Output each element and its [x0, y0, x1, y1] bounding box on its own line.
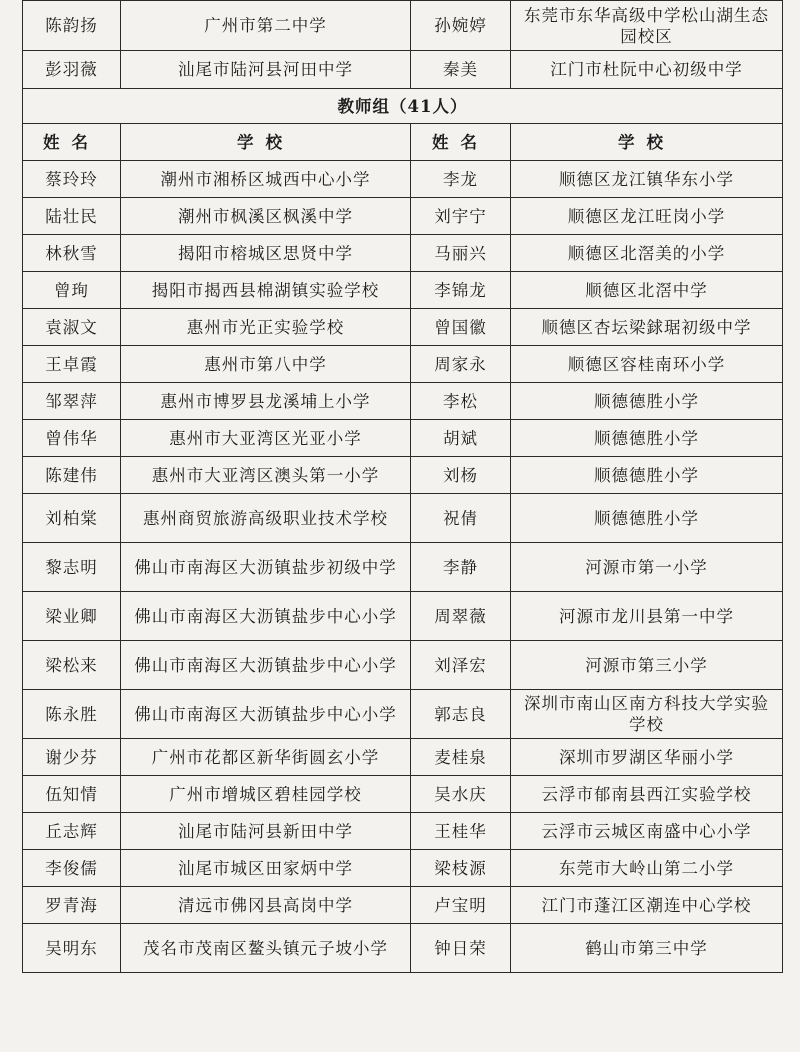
name-cell: 陈永胜 — [23, 690, 121, 739]
name-cell: 周翠薇 — [411, 592, 511, 641]
name-cell: 王桂华 — [411, 813, 511, 850]
name-cell: 陈韵扬 — [23, 1, 121, 51]
name-cell: 刘杨 — [411, 457, 511, 494]
name-cell: 伍知情 — [23, 776, 121, 813]
school-cell: 惠州市光正实验学校 — [121, 309, 411, 346]
school-cell: 顺德区杏坛梁銶琚初级中学 — [511, 309, 783, 346]
name-cell: 麦桂泉 — [411, 739, 511, 776]
table-row — [23, 641, 783, 690]
table-row — [23, 850, 783, 887]
table-row — [23, 739, 783, 776]
table-row — [23, 383, 783, 420]
name-cell: 郭志良 — [411, 690, 511, 739]
name-cell: 祝倩 — [411, 494, 511, 543]
name-cell: 卢宝明 — [411, 887, 511, 924]
name-cell: 李松 — [411, 383, 511, 420]
school-cell: 惠州市大亚湾区光亚小学 — [121, 420, 411, 457]
school-cell: 广州市花都区新华街圆玄小学 — [121, 739, 411, 776]
school-cell: 顺德区北滘美的小学 — [511, 235, 783, 272]
school-cell: 东莞市东华高级中学松山湖生态园校区 — [511, 1, 783, 51]
name-cell: 王卓霞 — [23, 346, 121, 383]
school-cell: 潮州市枫溪区枫溪中学 — [121, 198, 411, 235]
school-cell: 顺德区龙江镇华东小学 — [511, 161, 783, 198]
table-row — [23, 420, 783, 457]
school-cell: 汕尾市陆河县河田中学 — [121, 51, 411, 89]
school-cell: 惠州市大亚湾区澳头第一小学 — [121, 457, 411, 494]
group-title-row — [23, 89, 783, 124]
table-row — [23, 813, 783, 850]
roster-body — [23, 1, 783, 973]
name-cell: 陈建伟 — [23, 457, 121, 494]
school-cell: 广州市增城区碧桂园学校 — [121, 776, 411, 813]
table-row — [23, 1, 783, 51]
table-row — [23, 690, 783, 739]
table-row — [23, 543, 783, 592]
column-header-name: 姓名 — [411, 124, 511, 161]
name-cell: 陆壮民 — [23, 198, 121, 235]
school-cell: 惠州市博罗县龙溪埔上小学 — [121, 383, 411, 420]
name-cell: 李锦龙 — [411, 272, 511, 309]
school-cell: 东莞市大岭山第二小学 — [511, 850, 783, 887]
name-cell: 林秋雪 — [23, 235, 121, 272]
school-cell: 深圳市南山区南方科技大学实验学校 — [511, 690, 783, 739]
name-cell: 梁松来 — [23, 641, 121, 690]
school-cell: 佛山市南海区大沥镇盐步中心小学 — [121, 641, 411, 690]
school-cell: 河源市第一小学 — [511, 543, 783, 592]
table-row — [23, 457, 783, 494]
table-row — [23, 887, 783, 924]
school-cell: 深圳市罗湖区华丽小学 — [511, 739, 783, 776]
school-cell: 江门市蓬江区潮连中心学校 — [511, 887, 783, 924]
school-cell: 顺德德胜小学 — [511, 383, 783, 420]
table-row — [23, 346, 783, 383]
name-cell: 谢少芬 — [23, 739, 121, 776]
table-row — [23, 272, 783, 309]
name-cell: 袁淑文 — [23, 309, 121, 346]
table-row — [23, 494, 783, 543]
school-cell: 潮州市湘桥区城西中心小学 — [121, 161, 411, 198]
table-row — [23, 592, 783, 641]
name-cell: 邹翠萍 — [23, 383, 121, 420]
school-cell: 清远市佛冈县高岗中学 — [121, 887, 411, 924]
name-cell: 李静 — [411, 543, 511, 592]
school-cell: 顺德德胜小学 — [511, 420, 783, 457]
name-cell: 胡斌 — [411, 420, 511, 457]
name-cell: 丘志辉 — [23, 813, 121, 850]
name-cell: 曾珣 — [23, 272, 121, 309]
school-cell: 顺德德胜小学 — [511, 494, 783, 543]
name-cell: 孙婉婷 — [411, 1, 511, 51]
school-cell: 顺德区北滘中学 — [511, 272, 783, 309]
column-header-name: 姓名 — [23, 124, 121, 161]
name-cell: 罗青海 — [23, 887, 121, 924]
school-cell: 顺德德胜小学 — [511, 457, 783, 494]
school-cell: 鹤山市第三中学 — [511, 924, 783, 973]
school-cell: 顺德区龙江旺岗小学 — [511, 198, 783, 235]
name-cell: 李俊儒 — [23, 850, 121, 887]
name-cell: 梁业卿 — [23, 592, 121, 641]
school-cell: 广州市第二中学 — [121, 1, 411, 51]
name-cell: 李龙 — [411, 161, 511, 198]
school-cell: 汕尾市陆河县新田中学 — [121, 813, 411, 850]
table-row — [23, 924, 783, 973]
school-cell: 茂名市茂南区鳌头镇元子坡小学 — [121, 924, 411, 973]
school-cell: 佛山市南海区大沥镇盐步中心小学 — [121, 592, 411, 641]
name-cell: 秦美 — [411, 51, 511, 89]
roster-table — [22, 0, 783, 973]
name-cell: 彭羽薇 — [23, 51, 121, 89]
name-cell: 钟日荣 — [411, 924, 511, 973]
table-row — [23, 51, 783, 89]
table-row — [23, 776, 783, 813]
school-cell: 云浮市云城区南盛中心小学 — [511, 813, 783, 850]
school-cell: 揭阳市榕城区思贤中学 — [121, 235, 411, 272]
column-header-school: 学校 — [121, 124, 411, 161]
school-cell: 江门市杜阮中心初级中学 — [511, 51, 783, 89]
school-cell: 河源市龙川县第一中学 — [511, 592, 783, 641]
name-cell: 梁枝源 — [411, 850, 511, 887]
name-cell: 刘泽宏 — [411, 641, 511, 690]
school-cell: 汕尾市城区田家炳中学 — [121, 850, 411, 887]
name-cell: 蔡玲玲 — [23, 161, 121, 198]
school-cell: 顺德区容桂南环小学 — [511, 346, 783, 383]
name-cell: 刘柏棠 — [23, 494, 121, 543]
name-cell: 曾国徽 — [411, 309, 511, 346]
name-cell: 周家永 — [411, 346, 511, 383]
school-cell: 佛山市南海区大沥镇盐步中心小学 — [121, 690, 411, 739]
name-cell: 吴明东 — [23, 924, 121, 973]
school-cell: 惠州市第八中学 — [121, 346, 411, 383]
school-cell: 云浮市郁南县西江实验学校 — [511, 776, 783, 813]
school-cell: 河源市第三小学 — [511, 641, 783, 690]
name-cell: 吴水庆 — [411, 776, 511, 813]
name-cell: 曾伟华 — [23, 420, 121, 457]
group-title: 教师组（41人） — [23, 89, 783, 124]
name-cell: 黎志明 — [23, 543, 121, 592]
name-cell: 马丽兴 — [411, 235, 511, 272]
school-cell: 揭阳市揭西县棉湖镇实验学校 — [121, 272, 411, 309]
school-cell: 惠州商贸旅游高级职业技术学校 — [121, 494, 411, 543]
column-header-school: 学校 — [511, 124, 783, 161]
table-row — [23, 198, 783, 235]
table-row — [23, 161, 783, 198]
school-cell: 佛山市南海区大沥镇盐步初级中学 — [121, 543, 411, 592]
table-row — [23, 235, 783, 272]
header-row — [23, 124, 783, 161]
table-row — [23, 309, 783, 346]
name-cell: 刘宇宁 — [411, 198, 511, 235]
